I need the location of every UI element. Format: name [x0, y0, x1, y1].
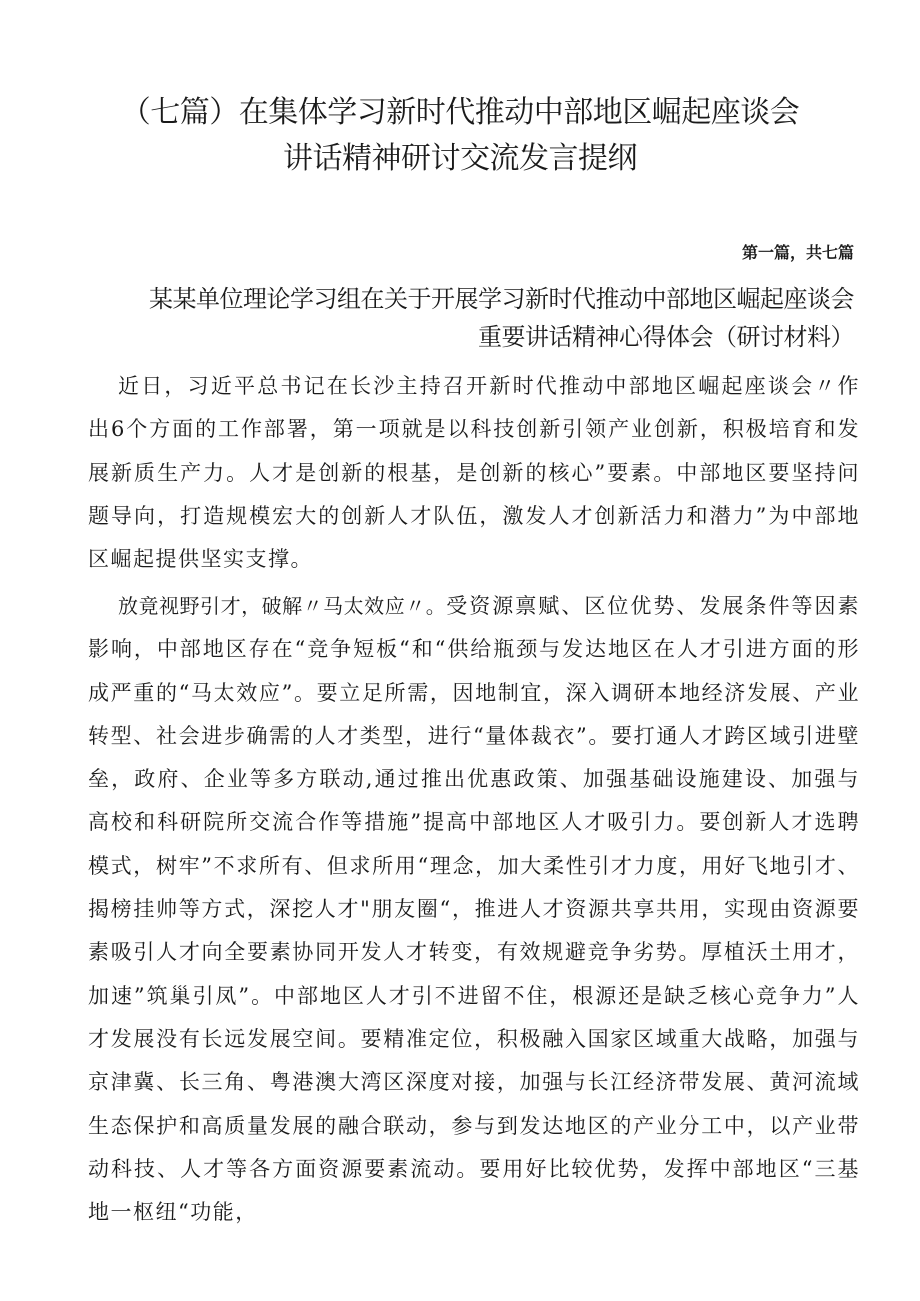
subtitle-line-1: 某某单位理论学习组在关于开展学习新时代推动中部地区崛起座谈会: [149, 285, 854, 313]
paragraph-2-lead: 放竟视野引才，破解〃马太效应〃。: [118, 594, 447, 618]
paragraph-2-body: 受资源禀赋、区位优势、发展条件等因素影响，中部地区存在“竞争短板“和“供给瓶颈与发达地区在人才引进方面的形成严重的“马太效应”。要立足所需，因地制宜，深入调研本地经济发展、产业转型、社会进步确需的人才类型，进行“量体裁衣”。要打通人才跨区域引进壁垒，政府、企业等多方联动,通过推出优惠政策、加强基础设施建设、加强与高校和科研院所交流合作等措施”提高中部地区人才吸引力。要创新人才选聘模式，树牢”不求所有、但求所用“理念，加大柔性引才力度，用好飞地引才、揭榜挂帅等方式，深挖人才"朋友圈“，推进人才资源共享共用，实现由资源要素吸引人才向全要素协同开发人才转变，有效规避竞争劣势。厚植沃土用才，加速”筑巢引凤”。中部地区人才引不进留不住，根源还是缺乏核心竞争力”人才发展没有长远发展空间。要精准定位，积极融入国家区域重大战略，加强与京津冀、长三角、粤港澳大湾区深度对接，加强与长江经济带发展、黄河流域生态保护和高质量发展的融合联动，参与到发达地区的产业分工中，以产业带动科技、人才等各方面资源要素流动。要用好比较优势，发挥中部地区“三基地一枢纽“功能，: [88, 594, 861, 1225]
title-line-1: （七篇）在集体学习新时代推动中部地区崛起座谈会: [120, 95, 800, 130]
title-line-2: 讲话精神研讨交流发言提纲: [283, 141, 637, 176]
document-title: [60, 90, 860, 182]
section-subtitle: [54, 280, 854, 356]
part-label: 第一篇，共七篇: [741, 243, 854, 262]
paragraph-2: [88, 585, 860, 1234]
subtitle-line-2: 重要讲话精神心得体会（研讨材料）: [478, 323, 854, 351]
paragraph-1: 近日，习近平总书记在长沙主持召开新时代推动中部地区崛起座谈会〃作出6个方面的工作部署，第一项就是以科技创新引领产业创新，积极培育和发展新质生产力。人才是创新的根基，是创新的核心”要素。中部地区要坚持问题导向，打造规模宏大的创新人才队伍，激发人才创新活力和潜力”为中部地区崛起提供坚实支撑。: [88, 374, 860, 572]
